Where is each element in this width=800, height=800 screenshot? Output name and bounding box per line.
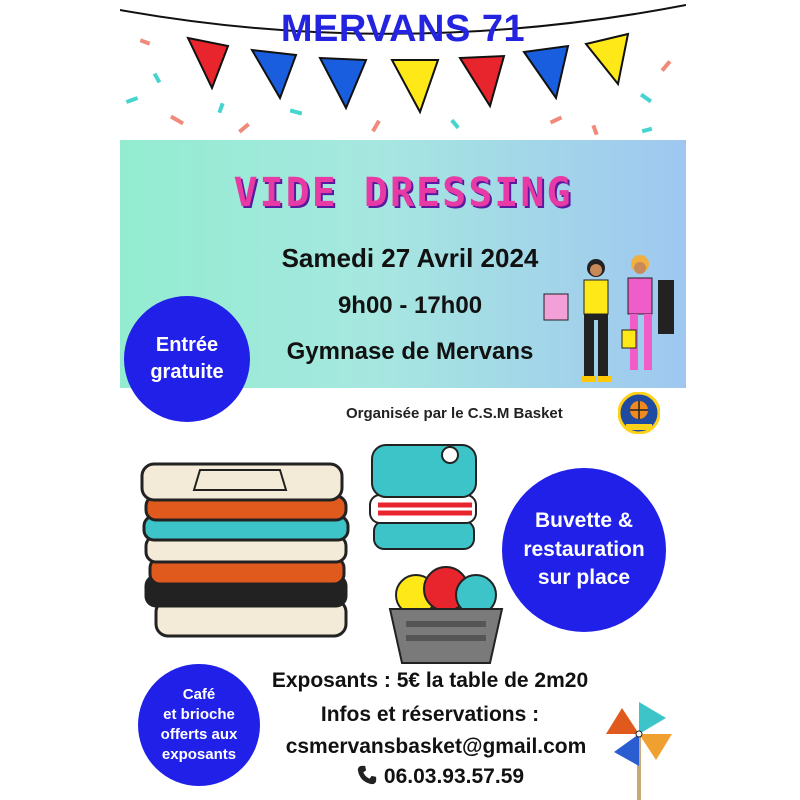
food-line1: Buvette & — [534, 509, 634, 533]
pinwheel-decoration — [604, 700, 674, 800]
food-badge — [502, 468, 666, 632]
free-entry-badge — [124, 296, 250, 422]
organiser-text: Organisée par le C.S.M Basket — [346, 405, 563, 422]
shoppers-illustration — [540, 250, 686, 390]
coffee-badge — [138, 664, 260, 786]
folded-clothes-illustration — [364, 435, 486, 555]
coffee-line2: et brioche — [163, 705, 235, 723]
event-poster — [120, 0, 686, 800]
info-heading: Infos et réservations : — [320, 703, 540, 726]
event-venue: Gymnase de Mervans — [286, 338, 534, 365]
clothes-stack-illustration — [130, 450, 360, 650]
coffee-line1: Café — [182, 685, 216, 703]
event-hours: 9h00 - 17h00 — [337, 292, 483, 319]
coffee-line4: exposants — [161, 746, 237, 764]
food-line2: restauration — [523, 537, 645, 561]
food-line3: sur place — [537, 566, 631, 590]
town-title: MERVANS 71 — [280, 8, 526, 50]
free-entry-line1: Entrée — [155, 334, 219, 356]
laundry-basket-illustration — [382, 565, 510, 665]
phone-icon — [356, 764, 378, 786]
exhibitor-fee: Exposants : 5€ la table de 2m20 — [271, 669, 589, 692]
basketball-club-logo — [618, 392, 660, 434]
event-name: VIDE DRESSING — [233, 170, 573, 216]
phone-number: 06.03.93.57.59 — [383, 765, 525, 788]
contact-phone — [320, 764, 560, 789]
free-entry-line2: gratuite — [150, 361, 224, 383]
contact-email: csmervansbasket@gmail.com — [285, 735, 587, 758]
coffee-line3: offerts aux — [160, 726, 238, 743]
event-date: Samedi 27 Avril 2024 — [281, 243, 539, 273]
